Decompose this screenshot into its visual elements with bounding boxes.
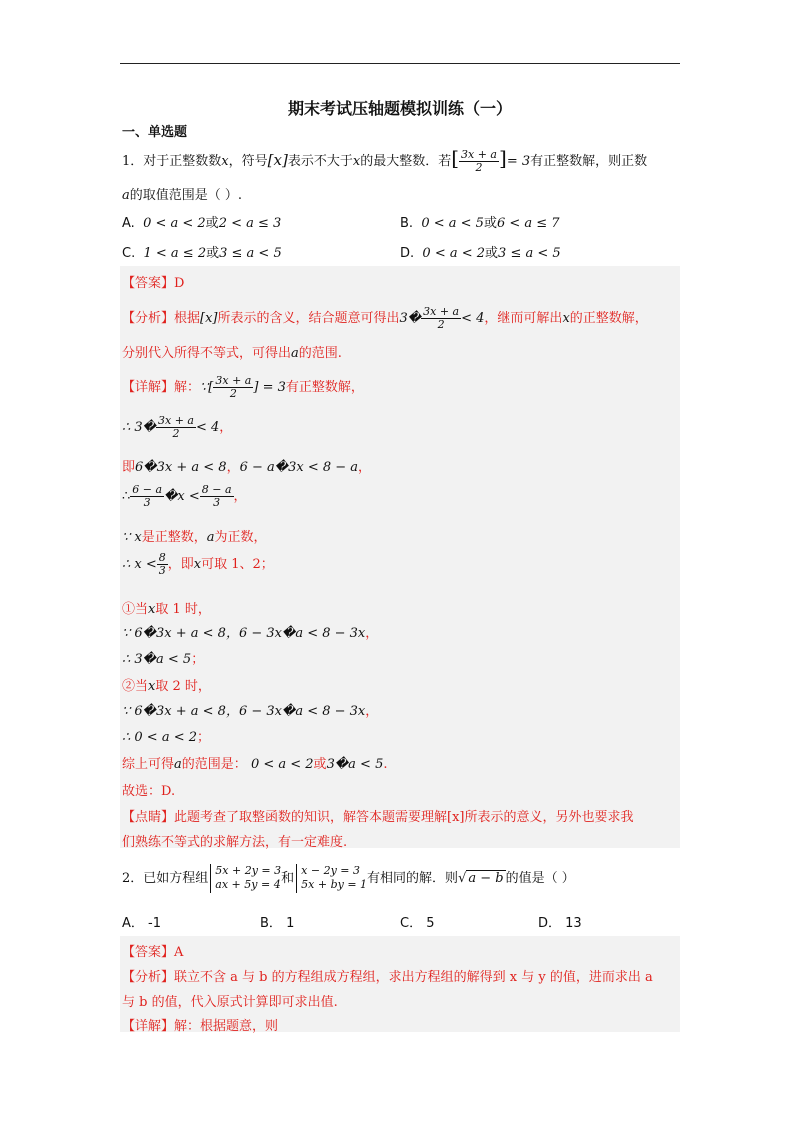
q1-comment-line1: 【点睛】此题考查了取整函数的知识，解答本题需要理解[x]所表示的意义，另外也要求我 xyxy=(122,810,634,825)
q1-comment-line2: 们熟练不等式的求解方法，有一定难度. xyxy=(122,835,348,850)
q2-option-d[interactable]: D． 13 xyxy=(538,916,582,931)
q1-step4: ∵ x是正整数，a为正数， xyxy=(122,530,267,545)
q1-case2-step2: ∴ 0 < a < 2； xyxy=(122,730,211,745)
q1-analysis-line1: 【分析】根据[x]所表示的含义，结合题意可得出3� $\frac{3x + a}{2}$ < 4，继而可解出x的正整数解， xyxy=(122,305,648,332)
document-title: 期末考试压轴题模拟训练（一） xyxy=(287,99,512,118)
q1-analysis-line2: 分别代入所得不等式，可得出a的范围. xyxy=(122,346,342,361)
q1-condition-fraction: $\frac{3x + a}{2}$ xyxy=(461,147,497,174)
q1-step5: ∴ x < $\frac{8}{3}$ ，即x可取 1、2； xyxy=(122,551,274,578)
q1-step2: 即6�3x + a < 8，6 − a�3x < 8 − a， xyxy=(122,460,372,475)
q1-case1-step1: ∵ 6�3x + a < 8，6 − 3x�a < 8 − 3x， xyxy=(122,626,379,641)
q2-option-a[interactable]: A． -1 xyxy=(122,916,162,931)
q1-option-a[interactable]: A. 0 < a < 2或2 < a ≤ 3 xyxy=(122,216,282,231)
q1-answer: 【答案】D xyxy=(122,276,185,291)
q2-option-b[interactable]: B． 1 xyxy=(260,916,295,931)
q1-case1-step2: ∴ 3�a < 5； xyxy=(122,652,205,667)
q2-stem: 2．已如方程组 5x + 2y = 3 ax + 5y = 4 和 x − 2y = 3 5x + by = 1 有相同的解．则√ a − b 的值是（ ） xyxy=(122,864,575,892)
q2-option-c[interactable]: C． 5 xyxy=(400,916,435,931)
q1-step1: ∴ 3� $\frac{3x + a}{2}$ < 4， xyxy=(122,414,233,441)
q1-option-d[interactable]: D. 0 < a < 2或3 ≤ a < 5 xyxy=(400,246,561,261)
q1-case1-heading: ①当x取 1 时， xyxy=(122,602,211,617)
q2-answer: 【答案】A xyxy=(122,945,184,960)
q2-analysis-line1: 【分析】联立不含 a 与 b 的方程组成方程组，求出方程组的解得到 x 与 y 的值，进而求出 a xyxy=(122,970,653,985)
q1-stem-line1: 1．对于正整数数x，符号[x]表示不大于x的最大整数．若[ $\frac{3x + a}{2}$ ]= 3有正整数解，则正数 xyxy=(122,146,648,174)
q1-detail-line: 【详解】解：∵[ $\frac{3x + a}{2}$ ] = 3有正整数解， xyxy=(122,374,364,401)
q1-case2-heading: ②当x取 2 时， xyxy=(122,679,211,694)
q1-step3: ∴ $\frac{6 - a}{3}$ �x < $\frac{8 - a}{3}$ ， xyxy=(122,483,247,510)
section-heading: 一、单选题 xyxy=(122,125,188,140)
q1-stem-line2: a的取值范围是（ ）. xyxy=(122,188,243,203)
q2-analysis-line2: 与 b 的值，代入原式计算即可求出值. xyxy=(122,995,338,1010)
q1-case2-step1: ∵ 6�3x + a < 8，6 − 3x�a < 8 − 3x， xyxy=(122,704,379,719)
q1-choose: 故选：D. xyxy=(122,784,176,799)
q1-option-c[interactable]: C. 1 < a ≤ 2或3 ≤ a < 5 xyxy=(122,246,282,261)
header-rule xyxy=(120,63,680,64)
q1-option-b[interactable]: B. 0 < a < 5或6 < a ≤ 7 xyxy=(400,216,560,231)
q2-system-1: 5x + 2y = 3 ax + 5y = 4 xyxy=(210,864,281,893)
q2-detail-line: 【详解】解：根据题意，则 xyxy=(122,1019,279,1034)
q1-summary: 综上可得a的范围是： 0 < a < 2或3�a < 5. xyxy=(122,757,388,772)
q2-system-2: x − 2y = 3 5x + by = 1 xyxy=(296,864,367,893)
